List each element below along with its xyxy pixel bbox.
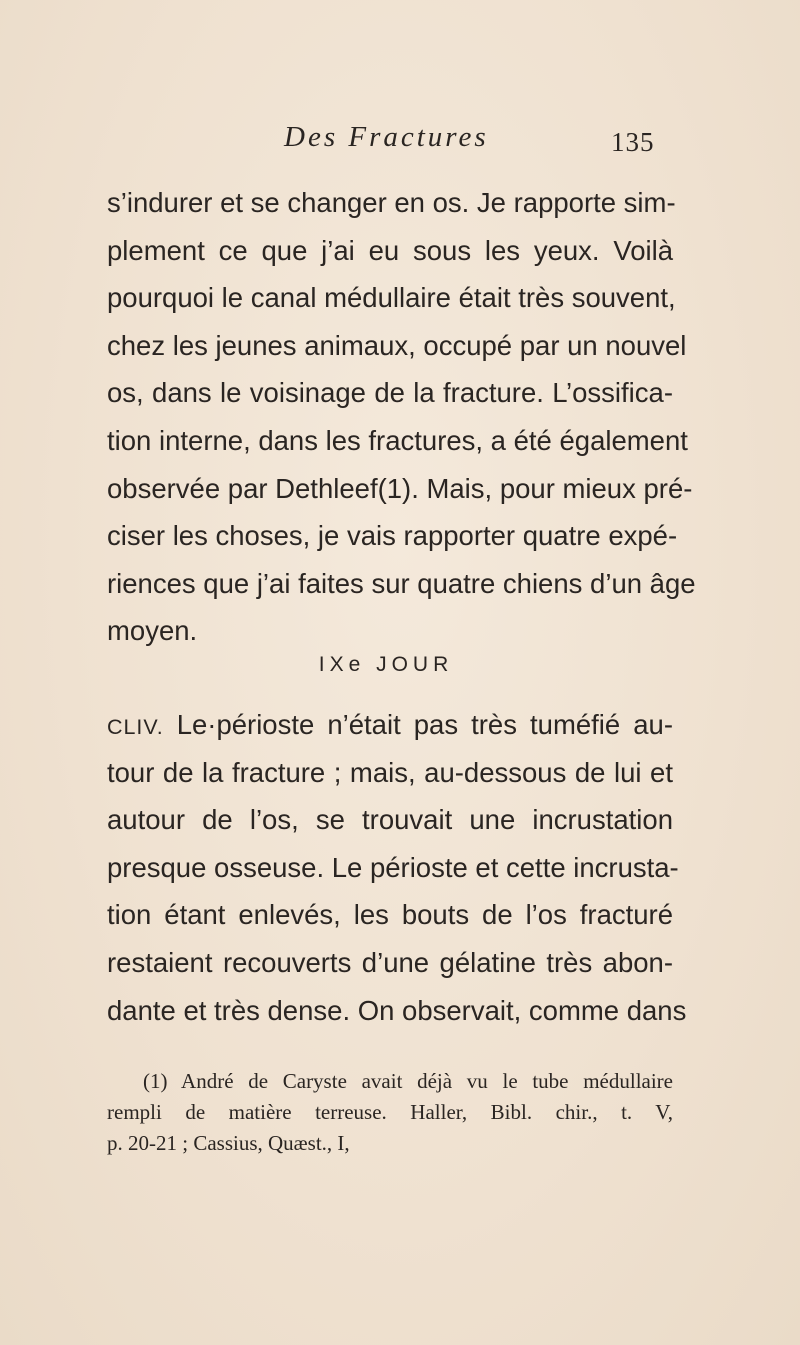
text-line: chez les jeunes animaux, occupé par un nouvel (107, 329, 687, 361)
text-line: tion interne, dans les fractures, a été également (107, 424, 688, 456)
text-line: dante et très dense. On observait, comme dans (107, 994, 687, 1026)
text-line: plement ce que j’ai eu sous les yeux. Voilà (107, 234, 673, 266)
paragraph-2 (107, 701, 687, 1034)
text-line: autour de l’os, se trouvait une incrustation (107, 804, 673, 836)
text-line: os, dans le voisinage de la fracture. L’ossifica- (107, 377, 673, 409)
footnote-line: p. 20-21 ; Cassius, Quæst., I, (107, 1131, 350, 1155)
text-line: presque osseuse. Le périoste et cette incrusta- (107, 851, 679, 883)
text-line: s’indurer et se changer en os. Je rapporte sim- (107, 187, 676, 218)
text-line: pourquoi le canal médullaire était très souvent, (107, 282, 676, 314)
text-line-content: Le·périoste n’était pas très tuméfié au- (163, 709, 673, 740)
footnote-line: rempli de matière terreuse. Haller, Bibl. chir., t. V, (107, 1100, 673, 1124)
running-title: Des Fractures (284, 121, 489, 153)
paragraph-number: CLIV. (107, 715, 164, 739)
text-line: observée par Dethleef(1). Mais, pour mieux pré- (107, 472, 693, 504)
text-line: ciser les choses, je vais rapporter quatre expé- (107, 520, 678, 552)
page-number: 135 (611, 127, 655, 157)
running-head (0, 121, 800, 161)
section-heading (0, 653, 800, 677)
footnote (107, 1066, 673, 1159)
text-line: riences que j’ai faites sur quatre chiens d’un âge (107, 567, 696, 599)
text-line: tion étant enlevés, les bouts de l’os fracturé (107, 899, 673, 931)
paragraph-1 (107, 179, 696, 655)
text-line-first (107, 701, 673, 749)
text-line: moyen. (107, 615, 198, 647)
text-line: restaient recouverts d’une gélatine très abon- (107, 946, 673, 978)
text-line: tour de la fracture ; mais, au-dessous de lui et (107, 756, 673, 788)
section-heading-text: IXe JOUR (318, 653, 454, 676)
footnote-line: (1) André de Caryste avait déjà vu le tube médullaire (143, 1069, 673, 1093)
